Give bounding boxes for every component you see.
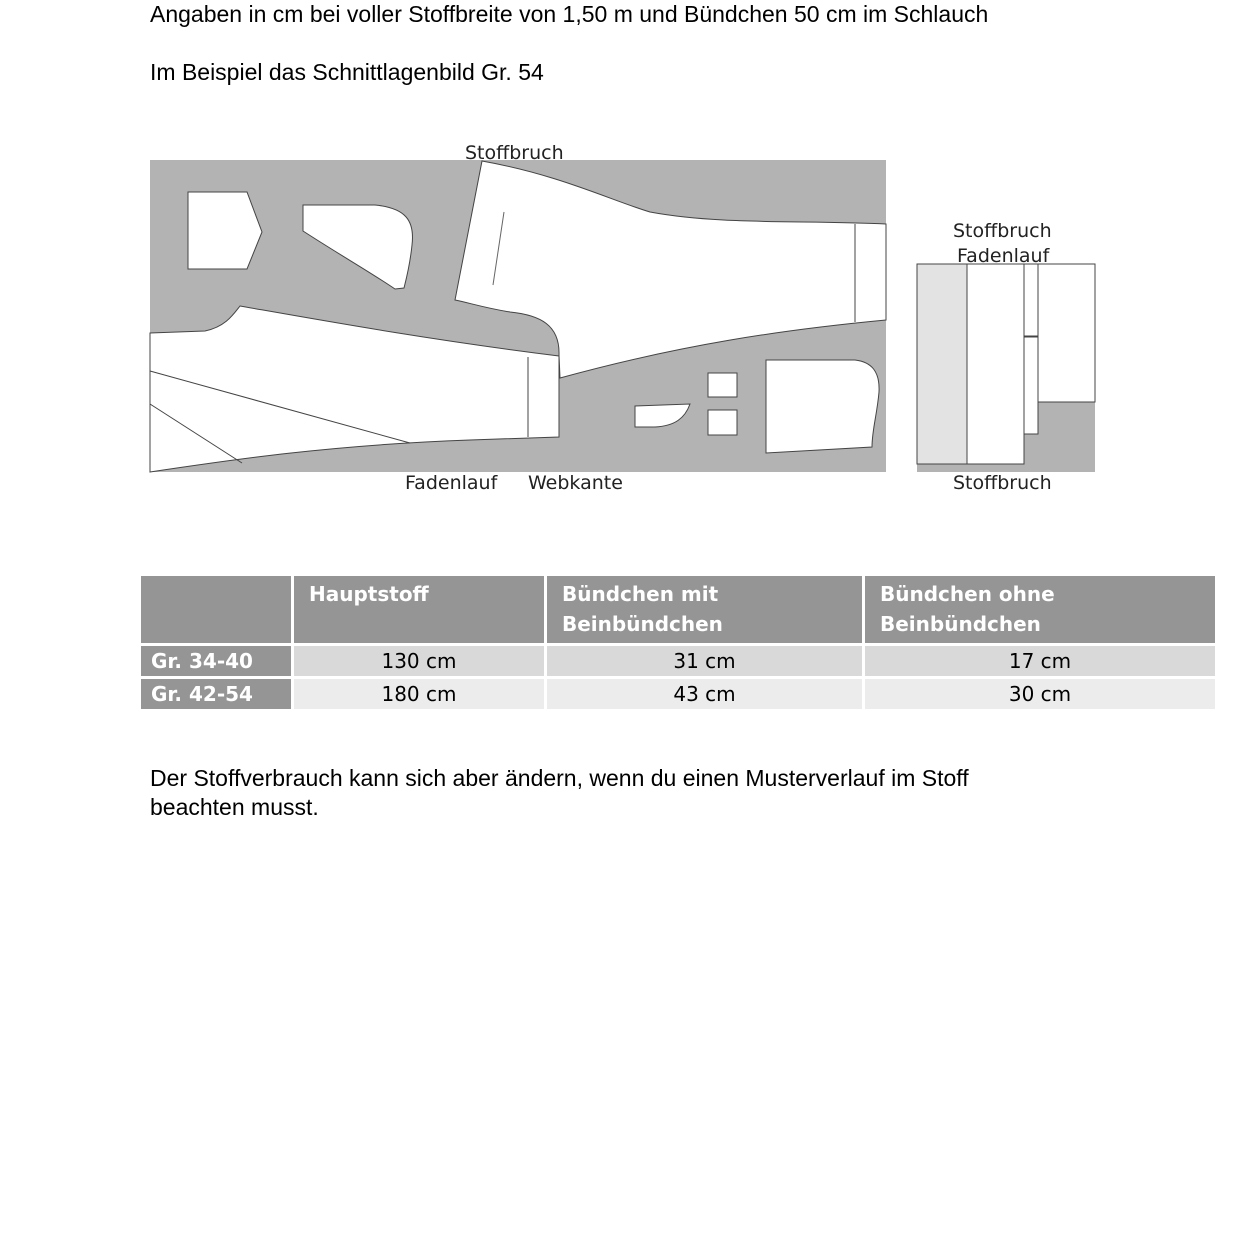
tab-piece-2: [708, 410, 737, 435]
main-top-label: Stoffbruch: [465, 142, 564, 164]
example-text: Im Beispiel das Schnittlagenbild Gr. 54: [150, 59, 544, 85]
table-header-row: [141, 576, 1215, 643]
cell-main-fabric: 130 cm: [294, 646, 544, 676]
cell-main-fabric: 180 cm: [294, 679, 544, 709]
fabric-usage-table: [138, 573, 1218, 712]
side-bottom-label: Stoffbruch: [953, 472, 1052, 494]
cutting-layout-diagram: [0, 0, 1241, 520]
leg-cuff-piece-1: [1024, 264, 1038, 336]
table-row: [141, 646, 1215, 676]
main-bottom-left-label: Fadenlauf: [405, 472, 498, 494]
row-size-label: Gr. 42-54: [141, 679, 291, 709]
waistband-piece: [967, 264, 1024, 464]
intro-text: Angaben in cm bei voller Stoffbreite von 1,50 m und Bündchen 50 cm im Schlauch: [150, 1, 989, 27]
pocket-piece: [188, 192, 262, 269]
cell-rib-with-leg: 31 cm: [547, 646, 862, 676]
note-text-line-2: beachten musst.: [150, 794, 319, 820]
pocket-bag-piece: [766, 360, 879, 453]
leg-cuff-piece-2: [1024, 337, 1038, 434]
tab-piece-1: [708, 373, 737, 397]
row-size-label: Gr. 34-40: [141, 646, 291, 676]
cuff-band-piece: [1038, 264, 1095, 402]
main-bottom-right-label: Webkante: [528, 472, 623, 494]
header-rib-with-leg: Bündchen mit Beinbündchen: [547, 576, 862, 643]
note-text-line-1: Der Stoffverbrauch kann sich aber ändern, wenn du einen Musterverlauf im Stoff: [150, 765, 969, 791]
table-row: [141, 679, 1215, 709]
header-rib-without-leg: Bündchen ohne Beinbündchen: [865, 576, 1215, 643]
header-corner: [141, 576, 291, 643]
cell-rib-with-leg: 43 cm: [547, 679, 862, 709]
cell-rib-without-leg: 30 cm: [865, 679, 1215, 709]
cell-rib-without-leg: 17 cm: [865, 646, 1215, 676]
side-top-label-2: Fadenlauf: [957, 245, 1050, 267]
side-top-label-1: Stoffbruch: [953, 220, 1052, 242]
header-main-fabric: Hauptstoff: [294, 576, 544, 643]
rib-piece-folded: [917, 264, 967, 464]
